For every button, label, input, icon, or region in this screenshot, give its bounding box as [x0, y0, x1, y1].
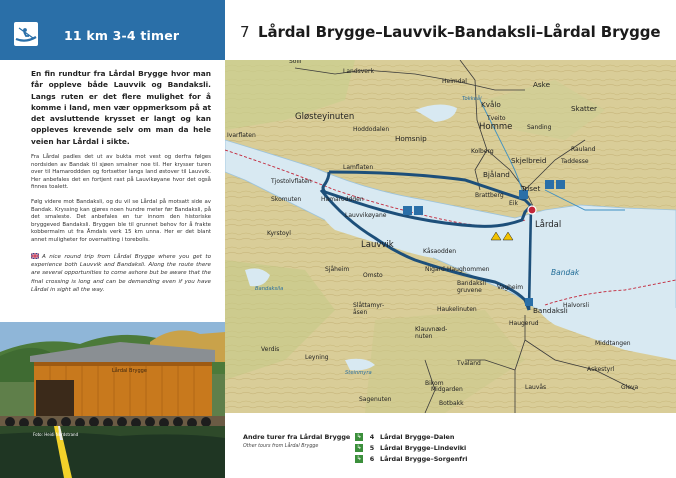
map-label: Ivarflaten [227, 132, 256, 139]
map-label: Homsnip [395, 134, 427, 143]
intro-text: En fin rundtur fra Lårdal Brygge hvor man får oppleve både Lauvvik og Bandaksli. Langs ruten er det flere mulighet for å komme i land, men vær oppmerksom på at det avsluttende krysset er langt og kan oppleves krevende selv om man da hele veien har Lårdal i sikte. [31, 69, 211, 146]
map-label: Landsverk [343, 68, 374, 75]
map-label: Lauvvik [361, 240, 394, 250]
other-tours-subheading: Other tours from Lårdal Brygge [243, 444, 319, 449]
map-label: Klauvnæd- nuten [415, 326, 448, 340]
map-label: Sagenuten [359, 396, 392, 403]
map-label: Hamaroddden [321, 196, 364, 203]
map-label: Triset [521, 184, 541, 193]
map-label: Brattberg [475, 192, 504, 199]
map-label: Omsto [363, 272, 383, 279]
map-label: Kolberg [471, 148, 494, 155]
map-label: Hoddodalen [353, 126, 390, 133]
map-label: Botbakk [439, 400, 464, 407]
lauvvikoyane-toilet-icon [414, 206, 423, 215]
map-label: Bandaksli [533, 306, 568, 315]
map-label: Sjåheim [325, 266, 350, 273]
map-label: Eik [509, 200, 518, 207]
map-label: Vagheim [497, 284, 524, 291]
lauvvikoyane-kayak-icon [403, 206, 412, 215]
map-label: Tjostolvflaten [271, 178, 312, 185]
route-map [225, 60, 676, 413]
map-label: Aske [533, 80, 550, 89]
route-number: 7 [240, 23, 250, 41]
map-label: Rauland [571, 146, 596, 153]
map-label: Nigard-Haughommen [425, 266, 490, 273]
header [0, 0, 676, 60]
map-label: Skomuten [271, 196, 302, 203]
map-label: Askestyrl [587, 366, 615, 373]
photo-credit: Foto: Heidi Nordstrand [33, 432, 79, 437]
other-tours [225, 413, 676, 478]
map-label: Midgarden [431, 386, 463, 393]
lardal-toilet-icon [556, 180, 565, 189]
map-label: Lårdal [535, 220, 562, 230]
map-label: Homme [479, 122, 513, 132]
map-label: Heimdal [442, 78, 467, 85]
map-label: Bandaksila [255, 286, 284, 292]
map-label: Skatter [571, 104, 598, 113]
lardal-brygge-photo [0, 322, 225, 478]
map-label: Leyning [305, 354, 329, 361]
map-label: Tvaland [457, 360, 481, 367]
route-arrow-icon: ↳ [356, 432, 362, 440]
map-label: Lauvvikøyane [345, 212, 387, 219]
tour-link-4[interactable]: ↳ 4 Lårdal Brygge–Dalen [356, 432, 455, 441]
map-label: Verdis [261, 346, 280, 353]
other-tours-heading: Andre turer fra Lårdal Brygge [243, 433, 351, 441]
map-label: Middtangen [595, 340, 631, 347]
map-label: Bandak [551, 268, 580, 277]
tour-link-5[interactable]: ↳ 5 Lårdal Brygge–Lindeviki [356, 443, 467, 452]
map-label: Skjelbreid [511, 156, 547, 165]
body-paragraph-2: Følg videre mot Bandaksli, og du vil se Lårdal på motsatt side av Bandak. Kryssing kan gjøres noen hundre meter før Bandaksli, på det smaleste. Det anbefales en tur innom den historiske bryggeved Bandaksli. Bryggen ble til grunnet behov for å frakte kobbermalm ut fra Åmdals verk 15 km unna. Her er det blant annet muligheter for overnatting i torebolis. [31, 199, 211, 244]
route-arrow-icon: ↳ [356, 443, 362, 451]
map-label: Kyrstoyl [267, 230, 291, 237]
lardal-kayak-icon [545, 180, 554, 189]
map-label: Gløsteyinuten [295, 112, 355, 122]
map-label: Taddesse [561, 158, 589, 165]
lardal-marker-icon [528, 206, 536, 214]
route-title: Lårdal Brygge–Lauvvik–Bandaksli–Lårdal Brygge [258, 23, 661, 41]
bandaksli-poi-icon [525, 298, 533, 306]
map-label: Steinmyra [345, 370, 372, 376]
map-label: Tveito [487, 115, 506, 122]
header-info-bar [0, 0, 225, 60]
map-label: Gleva [621, 384, 639, 391]
map-label: Sanding [527, 124, 552, 131]
tour-link-6[interactable]: ↳ 6 Lårdal Brygge–Sorgenfri [356, 454, 468, 463]
map-label: Haukelinuten [437, 306, 477, 313]
map-label: Kåsaodden [423, 248, 457, 255]
english-summary: A nice round trip from Lårdal Brygge where you get to experience both Lauvvik and Bandaksli. Along the route there are several opportunities to come ashore but be aware that the final crossing is long and can be demanding even if you have Lårdal in sight all the way. [31, 253, 211, 293]
distance-duration: 11 km 3-4 timer [64, 28, 180, 43]
body-paragraph-1: Fra Lårdal padles det ut av bukta mot vest og derfra følges nordsiden av Bandak til sjøen smalner noe til. Her krysser turen over til Hamaroddden og fortsetter langs land østover til Lauvvik. Her anbefales det en fortjent rast på Lauvikøyane hvor det også finnes toalett. [31, 154, 211, 191]
map-label: Halvorsli [563, 302, 590, 309]
map-label: Bjåland [483, 170, 510, 179]
map-label: Lamflaten [343, 164, 374, 171]
route-description [0, 60, 225, 322]
map-label: Haugerud [509, 320, 539, 327]
uk-flag-icon [31, 253, 39, 259]
route-arrow-icon: ↳ [356, 454, 362, 462]
map-label: Solli [289, 60, 302, 65]
map-label: Lauvås [525, 384, 547, 391]
building-sign: Lårdal Brygge [112, 368, 147, 374]
map-label: Kvålo [481, 100, 501, 109]
map-label: Tokkeåi [462, 96, 482, 102]
map-label: Slåttamyr- åsen [353, 302, 385, 316]
map-label: Bikom [425, 380, 444, 387]
kayak-icon [14, 22, 38, 46]
map-label: Bandaksli gruvene [457, 280, 487, 294]
